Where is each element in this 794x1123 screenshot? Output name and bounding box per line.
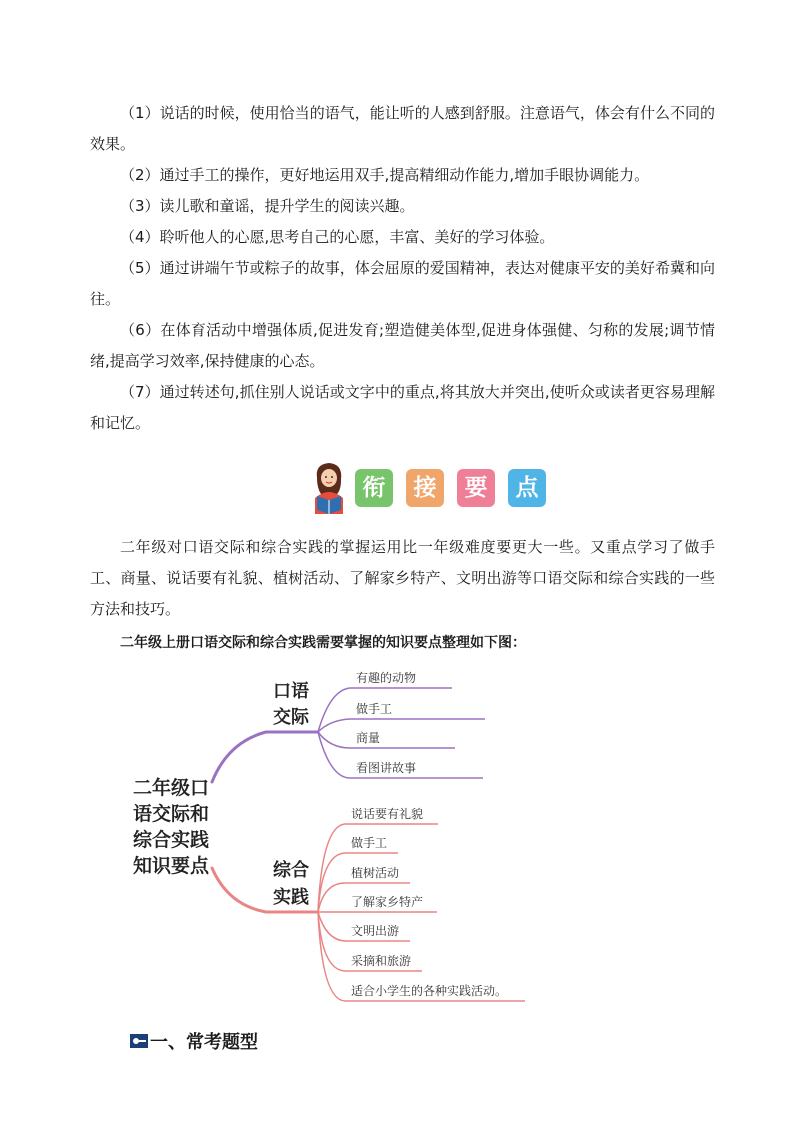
banner-tile: 衔	[355, 469, 393, 507]
root-connector-top	[212, 732, 318, 782]
branch1-item: 商量	[356, 731, 381, 745]
goal-item: （7）通过转述句,抓住别人说话或文字中的重点,将其放大并突出,使听众或读者更容易理解和记忆。	[90, 383, 715, 432]
key-bullet-icon	[130, 1034, 148, 1048]
branch2-item: 文明出游	[351, 924, 400, 938]
branch2-item: 做手工	[351, 836, 388, 850]
branch2-title: 实践	[273, 887, 309, 908]
goal-item: （2）通过手工的操作，更好地运用双手,提高精细动作能力,增加手眼协调能力。	[120, 166, 650, 184]
branch1-title: 交际	[273, 707, 309, 728]
banner-tile: 接	[406, 469, 444, 507]
branch2-item: 说话要有礼貌	[351, 807, 424, 821]
branch2-title: 综合	[273, 860, 309, 881]
learning-goals	[90, 98, 715, 439]
branch1-item: 做手工	[356, 702, 393, 716]
goal-item: （3）读儿歌和童谣，提升学生的阅读兴趣。	[120, 197, 415, 215]
banner-tile: 点	[508, 469, 546, 507]
section-heading	[130, 1028, 258, 1054]
section-title-text: 一、常考题型	[150, 1032, 258, 1053]
branch2-item: 适合小学生的各种实践活动。	[351, 984, 508, 998]
root-line: 知识要点	[132, 855, 210, 877]
branch1-item: 有趣的动物	[356, 671, 417, 685]
knowledge-mindmap	[0, 660, 794, 1010]
goal-item: （1）说话的时候，使用恰当的语气，能让听的人感到舒服。注意语气，体会有什么不同的效果。	[90, 104, 715, 153]
intro-paragraph	[90, 532, 715, 625]
root-line: 二年级口	[132, 777, 210, 799]
branch2-item: 植树活动	[351, 866, 400, 880]
intro-text: 二年级对口语交际和综合实践的掌握运用比一年级难度要更大一些。又重点学习了做手工、商量、说话要有礼貌、植树活动、了解家乡特产、文明出游等口语交际和综合实践的一些方法和技巧。	[90, 538, 715, 618]
branch2-item: 采摘和旅游	[351, 954, 412, 968]
goal-item: （5）通过讲端午节或粽子的故事，体会屈原的爱国精神，表达对健康平安的美好希冀和向往。	[90, 259, 715, 308]
root-line: 综合实践	[132, 829, 210, 851]
goal-item: （6）在体育活动中增强体质,促进发育;塑造健美体型,促进身体强健、匀称的发展;调节情绪,提高学习效率,保持健康的心态。	[90, 321, 715, 370]
banner-tile: 要	[457, 469, 495, 507]
branch1-title: 口语	[273, 681, 309, 702]
root-line: 语交际和	[132, 803, 210, 825]
section-banner	[305, 458, 545, 518]
branch1-item: 看图讲故事	[356, 761, 417, 775]
branch2-connectors	[318, 824, 525, 1001]
teacher-reading-icon	[305, 458, 353, 516]
branch2-item: 了解家乡特产	[351, 895, 424, 909]
goal-item: （4）聆听他人的心愿,思考自己的心愿，丰富、美好的学习体验。	[120, 228, 555, 246]
mindmap-caption: 二年级上册口语交际和综合实践需要掌握的知识要点整理如下图：	[120, 635, 526, 651]
